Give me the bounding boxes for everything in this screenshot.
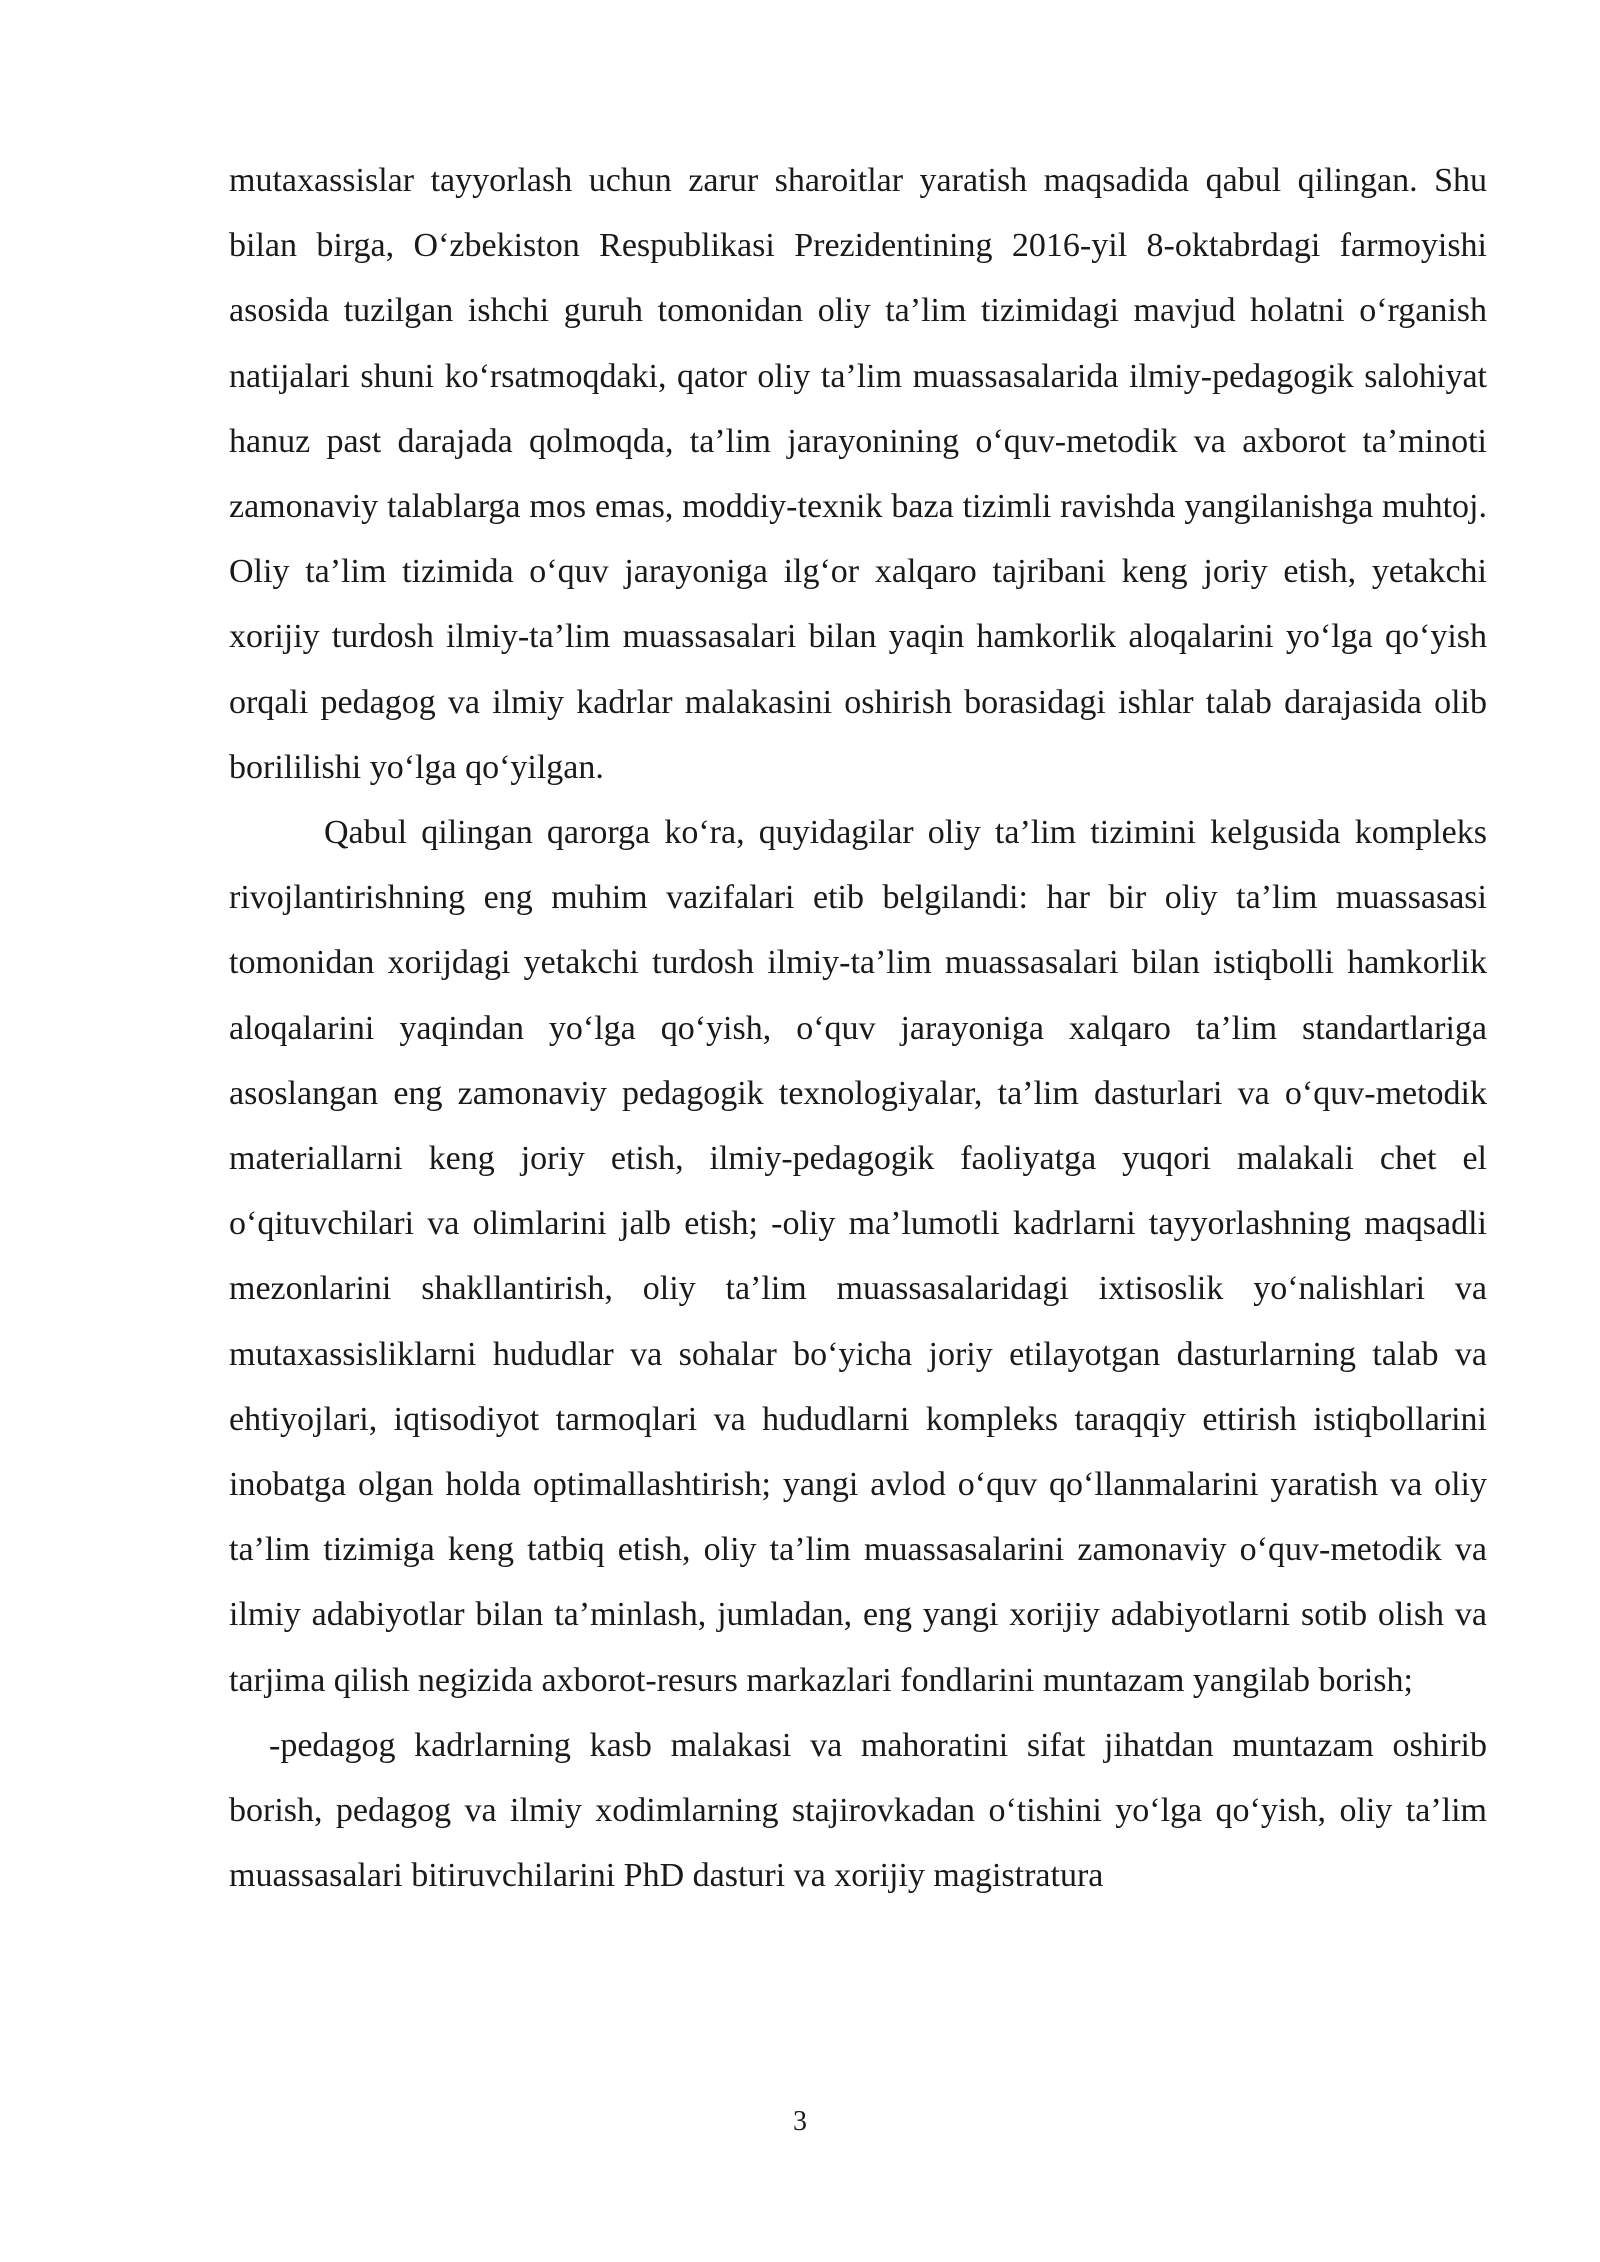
paragraph-2: Qabul qilingan qarorga ko‘ra, quyidagilar oliy ta’lim tizimini kelgusida kompleks rivojlantirishning eng muhim vazifalari etib belgilandi: har bir oliy ta’lim muassasasi tomonidan xorijdagi yetakchi turdosh ilmiy-ta’lim muassasalari bilan istiqbolli hamkorlik aloqalarini yaqindan yo‘lga qo‘yish, o‘quv jarayoniga xalqaro ta’lim standartlariga asoslangan eng zamonaviy pedagogik texnologiyalar, ta’lim dasturlari va o‘quv-metodik materiallarni keng joriy etish, ilmiy-pedagogik faoliyatga yuqori malakali chet el o‘qituvchilari va olimlarini jalb etish; -oliy ma’lumotli kadrlarni tayyorlashning maqsadli mezonlarini shakllantirish, oliy ta’lim muassasalaridagi ixtisoslik yo‘nalishlari va mutaxassisliklarni hududlar va sohalar bo‘yicha joriy etilayotgan dasturlarning talab va ehtiyojlari, iqtisodiyot tarmoqlari va hududlarni kompleks taraqqiy ettirish istiqbollarini inobatga olgan holda optimallashtirish; yangi avlod o‘quv qo‘llanmalarini yaratish va oliy ta’lim tizimiga keng tatbiq etish, oliy ta’lim muassasalarini zamonaviy o‘quv-metodik va ilmiy adabiyotlar bilan ta’minlash, jumladan, eng yangi xorijiy adabiyotlarni sotib olish va tarjima qilish negizida axborot-resurs markazlari fondlarini muntazam yangilab borish;	[229, 814, 1487, 1699]
paragraph-1: mutaxassislar tayyorlash uchun zarur sharoitlar yaratish maqsadida qabul qilingan. Shu bilan birga, O‘zbekiston Respublikasi Prezidentining 2016-yil 8-oktabrdagi farmoyishi asosida tuzilgan ishchi guruh tomonidan oliy ta’lim tizimidagi mavjud holatni o‘rganish natijalari shuni ko‘rsatmoqdaki, qator oliy ta’lim muassasalarida ilmiy-pedagogik salohiyat hanuz past darajada qolmoqda, ta’lim jarayonining o‘quv-metodik va axborot ta’minoti zamonaviy talablarga mos emas, moddiy-texnik baza tizimli ravishda yangilanishga muhtoj. Oliy ta’lim tizimida o‘quv jarayoniga ilg‘or xalqaro tajribani keng joriy etish, yetakchi xorijiy turdosh ilmiy-ta’lim muassasalari bilan yaqin hamkorlik aloqalarini yo‘lga qo‘yish orqali pedagog va ilmiy kadrlar malakasini oshirish borasidagi ishlar talab darajasida olib borililishi yo‘lga qo‘yilgan.	[229, 162, 1487, 786]
page-number: 3	[793, 2106, 807, 2137]
paragraph-3: -pedagog kadrlarning kasb malakasi va mahoratini sifat jihatdan muntazam oshirib borish, pedagog va ilmiy xodimlarning stajirovkadan o‘tishini yo‘lga qo‘yish, oliy ta’lim muassasalari bitiruvchilarini PhD dasturi va xorijiy magistratura	[229, 1726, 1487, 1895]
document-body	[229, 148, 1487, 1908]
